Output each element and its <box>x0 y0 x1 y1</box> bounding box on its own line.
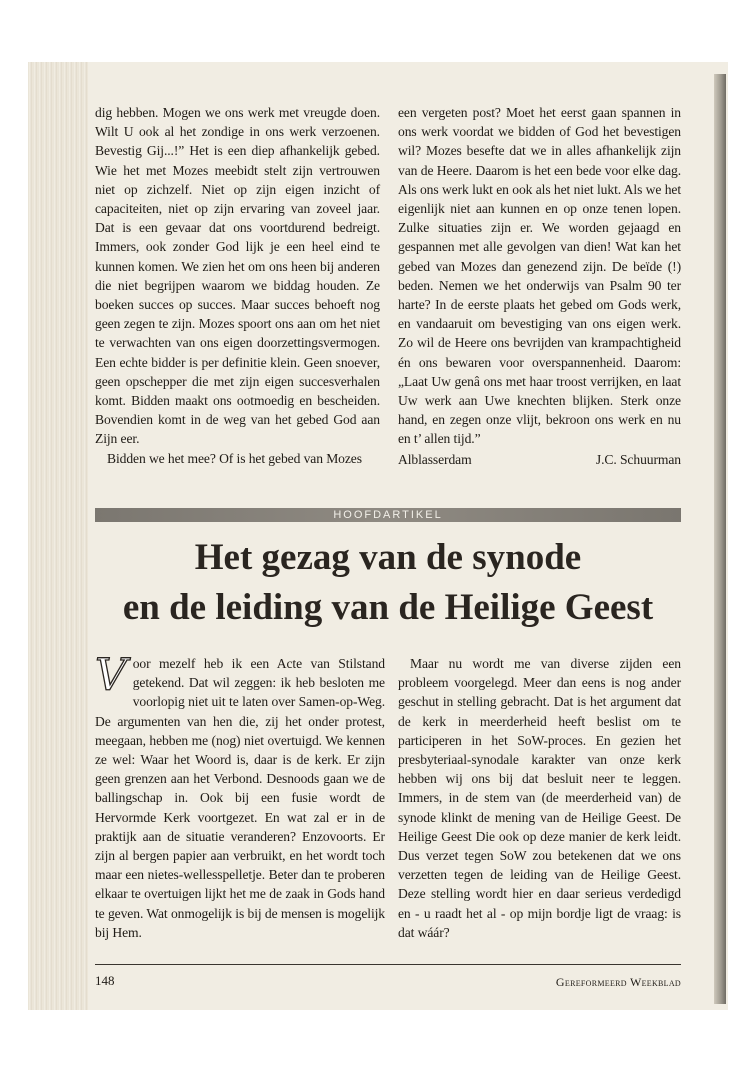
signature <box>398 450 681 469</box>
column-right-top <box>398 103 681 469</box>
drop-cap: V <box>95 650 127 701</box>
section-label: HOOFDARTIKEL <box>333 509 443 521</box>
paragraph <box>95 650 385 942</box>
section-bar <box>95 508 681 522</box>
signature-place: Alblasserdam <box>398 451 472 467</box>
footer-rule <box>95 964 681 965</box>
column-left-top <box>95 103 380 468</box>
headline-line-2: en de leiding van de Heilige Geest <box>122 587 654 628</box>
column-left-bottom <box>95 650 385 942</box>
binding-edge <box>714 74 726 1004</box>
paragraph-text: oor mezelf heb ik een Acte van Stilstand getekend. Dat wil zeggen: ik heb besloten me voorlopig niet uit te laten over Samen-op-Weg. De argumenten van hen die, zij het onder protest, meegaan, hebben me (nog) niet overtuigd. We kennen ze wel: Waar het Woord is, daar is de kerk. Er zijn geen grenzen aan het Verbond. Desnoods gaan we de ballingschap in. Ook bij een fusie wordt de Hervormde Kerk voortgezet. En wat zal er in de praktijk aan de situatie veranderen? Enzovoorts. Er zijn al bergen papier aan verbruikt, en het wordt toch maar een nietes-wellesspelletje. Beter dan te proberen elkaar te overtuigen lijkt het me de zaak in Gods hand te geven. Wat onmogelijk is bij de mensen is mogelijk bij Hem. <box>95 656 385 940</box>
running-footer: Gereformeerd Weekblad <box>555 975 681 989</box>
paragraph: dig hebben. Mogen we ons werk met vreugde doen. Wilt U ook al het zondige in ons werk verzoenen. Bevestig Gij...!” Het is een diep afhankelijk gebed. Wie het met Mozes meebidt stelt zijn vertrouwen niet op zichzelf. Niet op zijn eigen inzicht of capaciteiten, niet op zijn ervaring van zoveel jaar. Dat is een gevaar dat ons voortdurend bedreigt. Immers, ook zonder God lijk je een heel eind te kunnen komen. We zien het om ons heen bij anderen die niet begrijpen waarom we biddag houden. Ze boeken succes op succes. Maar succes behoeft nog geen zegen te zijn. Mozes spoort ons aan om het niet te verwachten van ons eigen doorzettingsvermogen. Een echte bidder is per definitie klein. Geen snoever, geen opschepper die met zijn eigen succesverhalen komt. Bidden maakt ons ootmoedig en bescheiden. Bovendien komt in de weg van het gebed God aan Zijn eer. <box>95 105 380 447</box>
paragraph: Bidden we het mee? Of is het gebed van Mozes <box>107 450 362 466</box>
page-number: 148 <box>95 973 115 988</box>
page-edges <box>28 62 88 1010</box>
paragraph: Maar nu wordt me van diverse zijden een probleem voorgelegd. Meer dan eens is nog ander geschut in stelling gebracht. Dat is het argument dat de kerk in meerderheid heeft beslist om te participeren in het SoW-proces. En gezien het presbyteriaal-synodale karakter van onze kerk hebben wij ons bij dat besluit neer te leggen. Immers, in de stem van (de meerderheid van) de synode klinkt de mening van de Heilige Geest. De Heilige Geest Die ook op deze manier de kerk leidt. Dus verzet tegen SoW zou betekenen dat we ons verzetten tegen de leiding van de Heilige Geest. Deze stelling wordt hier en daar serieus verdedigd en - u raadt het al - op mijn bordje ligt de vraag: is dat wáár? <box>398 656 681 940</box>
paragraph: een vergeten post? Moet het eerst gaan spannen in ons werk voordat we bidden of God het bevestigen wil? Mozes besefte dat we in alles afhankelijk zijn van de Heere. Daarom is het een bede voor elke dag. Als ons werk lukt en ook als het niet lukt. Als we het eigenlijk niet aan kunnen en op onze tenen lopen. Zulke situaties zijn er. We worden gejaagd en gespannen met alle gevolgen van dien! Wat kan het gebed van Mozes dan genezend zijn. De beïde (!) beden. Nemen we het onderwijs van Psalm 90 ter harte? In de eerste plaats het gebed om Gods werk, en vandaaruit om bevestiging van ons eigen werk. Zo wil de Heere ons bevrijden van krampachtigheid én ons bewaren voor overspannenheid. Daarom: „Laat Uw genâ ons met haar troost verrijken, en laat Uw werk aan Uwe knechten blijken. Sterk onze hand, en zegen onze vlijt, bekroon ons werk en nu en t’ allen tijd.” <box>398 105 681 447</box>
headline-line-1: Het gezag van de synode <box>194 537 582 578</box>
column-right-bottom <box>398 654 681 942</box>
signature-author: J.C. Schuurman <box>595 451 681 467</box>
